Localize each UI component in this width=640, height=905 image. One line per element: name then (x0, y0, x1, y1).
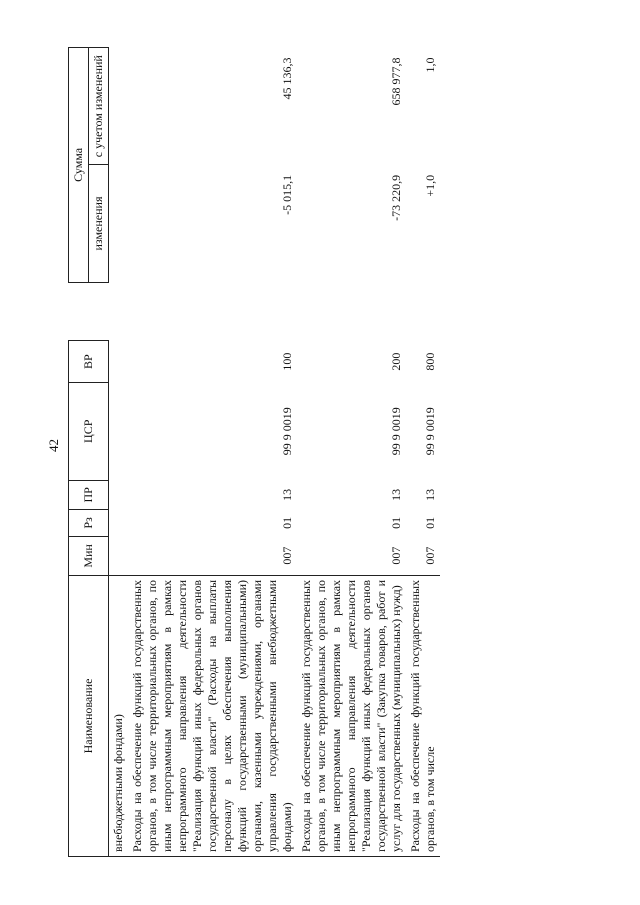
header-vr: ВР (69, 341, 109, 383)
row-vr: 800 (423, 352, 437, 371)
row-vr: 200 (389, 352, 403, 371)
table-row (297, 48, 406, 857)
row-pr: 13 (280, 488, 294, 501)
header-sum: Сумма (69, 48, 89, 283)
header-spacer (69, 282, 109, 341)
row-change: +1,0 (423, 174, 437, 197)
row-vr: 100 (280, 352, 294, 371)
row-pr: 13 (423, 488, 437, 501)
row-name: Расходы на обеспечение функций государственных органов, в том числе территориальных органов, по иным непрограммным мероприятиям в рамках непрограммного направления деятельности "Реализация функций иных федеральных органов государственной власти" (Закупка товаров, работ и услуг для государственных (муниципальных) нужд) (297, 575, 406, 856)
row-rz: 01 (389, 516, 403, 529)
table-row (406, 48, 440, 857)
row-csr: 99 9 0019 (389, 407, 403, 456)
row-csr: 99 9 0019 (423, 407, 437, 456)
header-rz: Рз (69, 509, 109, 536)
row-min: 007 (280, 546, 294, 565)
header-name: Наименование (69, 575, 109, 856)
row-pr: 13 (389, 488, 403, 501)
row-total: 658 977,8 (389, 57, 403, 106)
row-rz: 01 (423, 516, 437, 529)
row-min: 007 (389, 546, 403, 565)
row-csr: 99 9 0019 (280, 407, 294, 456)
header-row-1 (69, 48, 89, 857)
header-csr: ЦСР (69, 382, 109, 480)
budget-table (68, 47, 440, 857)
header-pr: ПР (69, 480, 109, 509)
header-min: Мин (69, 536, 109, 575)
row-total: 1,0 (423, 57, 437, 73)
row-change: -5 015,1 (280, 174, 294, 215)
row-total: 45 136,3 (280, 57, 294, 100)
page-number: 42 (46, 439, 61, 452)
table-row-continuation (109, 48, 129, 857)
row-change: -73 220,9 (389, 174, 403, 221)
header-with-changes: с учетом изменений (89, 48, 109, 165)
row-name: Расходы на обеспечение функций государственных органов, в том числе территориальных органов, по иным непрограммным мероприятиям в рамках непрограммного направления деятельности "Реализация функций иных федеральных органов государственной власти" (Расходы на выплаты персоналу в целях обеспечения выполнения функций государственными (муниципальными) органами, казенными учреждениями, органами управления государственными внебюджетными фондами) (128, 575, 297, 856)
rotated-page-content (68, 47, 608, 857)
row-name: Расходы на обеспечение функций государственных органов, в том числе (406, 575, 440, 856)
row-min: 007 (423, 546, 437, 565)
table-row (128, 48, 297, 857)
header-change: изменения (89, 165, 109, 282)
continuation-text: внебюджетными фондами) (109, 575, 129, 856)
row-rz: 01 (280, 516, 294, 529)
